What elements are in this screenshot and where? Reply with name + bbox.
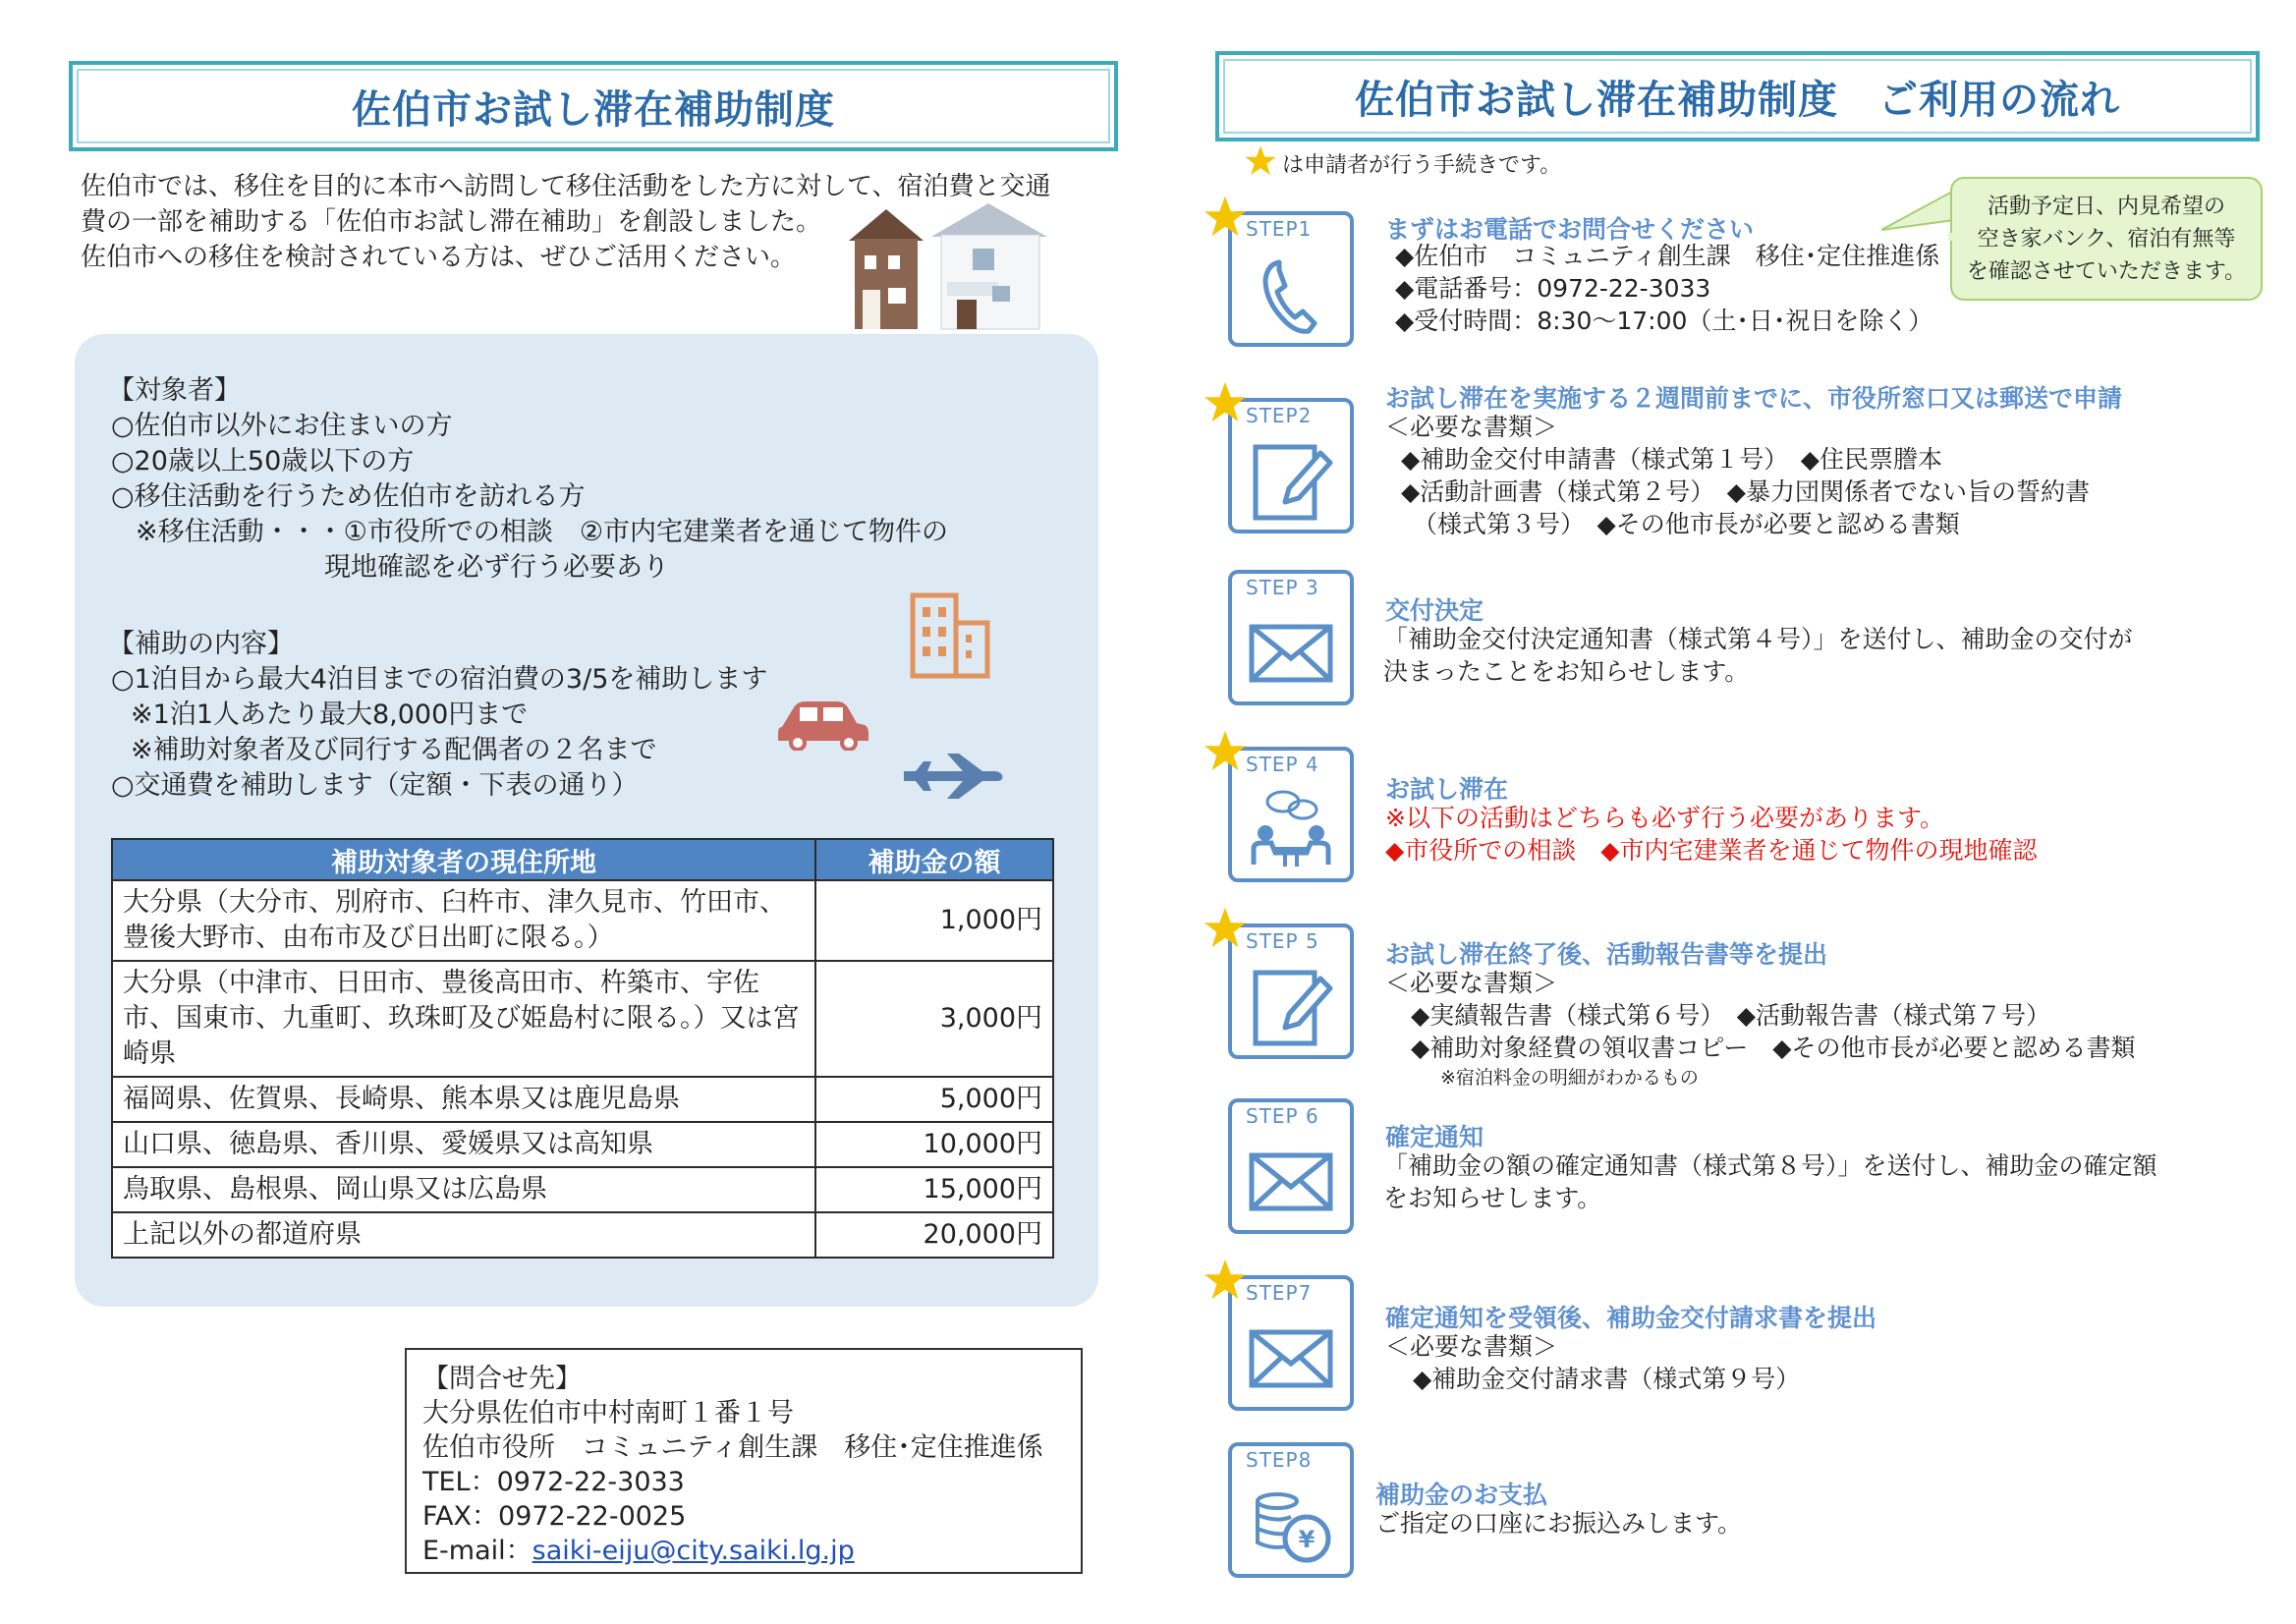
step-line: ◆活動計画書（様式第２号） ◆暴力団関係者でない旨の誓約書 [1401,477,2090,506]
content-heading: 【補助の内容】 [108,629,294,659]
phone-icon [1246,252,1336,337]
bubble-tail [1881,187,1956,236]
content-item: ○1泊目から最大4泊目までの宿泊費の3/5を補助します [111,664,768,695]
table-row [112,1212,1053,1258]
star-icon [1203,729,1248,774]
airplane-icon [902,752,1004,801]
step-8-text [1375,1507,1742,1540]
step-line: ※以下の活動はどちらも必ず行う必要があります。 [1385,804,1944,832]
amount-cell: 1,000円 [815,880,1053,961]
legend-text: は申請者が行う手続きです。 [1282,153,1562,178]
consultation-icon [1246,788,1336,872]
svg-text:¥: ¥ [1298,1526,1316,1553]
amount-cell: 5,000円 [815,1077,1053,1122]
step-label: STEP1 [1246,217,1313,241]
step-1-text [1395,240,1939,337]
step-3-box [1228,570,1354,705]
target-note: 現地確認を必ず行う必要あり [324,552,669,583]
star-icon [1244,144,1277,178]
area-cell: 鳥取県、島根県、岡山県又は広島県 [112,1167,815,1212]
document-pen-icon [1246,965,1336,1049]
email-link[interactable]: saiki-eiju@city.saiki.lg.jp [532,1536,855,1566]
step-2-title: お試し滞在を実施する２週間前までに、市役所窓口又は郵送で申請 [1385,384,2123,413]
step-line: ◆補助金交付請求書（様式第９号） [1413,1365,1801,1393]
step-3-text [1383,623,2133,688]
document-pen-icon [1246,439,1336,524]
step-line: ＜必要な書類＞ [1385,413,1558,441]
step-3-title: 交付決定 [1385,596,1484,625]
step-line: 決まったことをお知らせします。 [1383,657,1750,686]
step-line: ＜必要な書類＞ [1385,1332,1558,1361]
step-4-text [1385,802,2037,867]
step-4-title: お試し滞在 [1385,775,1509,804]
step-label: STEP8 [1246,1448,1313,1472]
star-icon [1203,380,1248,425]
content-item: ○交通費を補助します（定額・下表の通り） [111,770,639,801]
intro-line: 費の一部を補助する「佐伯市お試し滞在補助」を創設しました。 [81,207,822,237]
step-line: ◆市役所での相談 ◆市内宅建業者を通じて物件の現地確認 [1385,836,2038,865]
column-header-area: 補助対象者の現住所地 [112,839,815,880]
building-icon [909,589,993,680]
contact-heading: 【問合せ先】 [422,1364,582,1394]
step-line: ご指定の口座にお振込みします。 [1375,1509,1743,1538]
step-2-text [1385,411,2090,540]
bubble-line: 空き家バンク、宿泊有無等 [1977,227,2236,252]
step-line: ◆佐伯市 コミュニティ創生課 移住･定住推進係 [1395,242,1940,270]
envelope-icon [1246,1316,1336,1401]
area-cell: 上記以外の都道府県 [112,1212,815,1258]
star-icon [1203,906,1248,951]
step-line: ＜必要な書類＞ [1385,969,1558,997]
step-7-text [1385,1330,1800,1395]
step-line: ◆補助金交付申請書（様式第１号） ◆住民票謄本 [1401,445,1942,474]
target-item: ○20歳以上50歳以下の方 [111,446,415,476]
step-7-title: 確定通知を受領後、補助金交付請求書を提出 [1385,1304,1877,1332]
step-label: STEP 4 [1246,753,1319,776]
step-line: 「補助金交付決定通知書（様式第４号）」を送付し、補助金の交付が [1383,625,2133,653]
step-line: （様式第３号） ◆その他市長が必要と認める書類 [1413,510,1960,538]
target-item: ○佐伯市以外にお住まいの方 [111,411,453,441]
area-cell: 福岡県、佐賀県、長崎県、熊本県又は鹿児島県 [112,1077,815,1122]
amount-cell: 3,000円 [815,961,1053,1077]
step-line: ◆実績報告書（様式第６号） ◆活動報告書（様式第７号） [1411,1001,2050,1030]
email-label: E-mail： [422,1536,532,1566]
intro-line: 佐伯市への移住を検討されている方は、ぜひご活用ください。 [81,243,797,272]
area-cell: 山口県、徳島県、香川県、愛媛県又は高知県 [112,1122,815,1167]
step-label: STEP 3 [1246,576,1319,599]
step-6-title: 確定通知 [1385,1123,1484,1151]
amount-cell: 20,000円 [815,1212,1053,1258]
table-row [112,1167,1053,1212]
flow-title: 佐伯市お試し滞在補助制度 ご利用の流れ [1215,51,2260,141]
bubble-line: 活動予定日、内見希望の [1987,195,2225,219]
step-label: STEP 5 [1246,929,1319,953]
bubble-joint [1948,233,1956,241]
step-line: をお知らせします。 [1383,1184,1602,1212]
step-line: ◆補助対象経費の領収書コピー ◆その他市長が必要と認める書類 [1411,1034,2136,1062]
step-6-text [1383,1149,2157,1214]
star-icon [1203,1258,1248,1303]
bubble-line: を確認させていただきます。 [1966,259,2247,284]
table-row [112,961,1053,1077]
contact-address: 大分県佐伯市中村南町１番１号 [422,1398,794,1428]
contact-office: 佐伯市役所 コミュニティ創生課 移住･定住推進係 [422,1432,1043,1463]
step-6-box [1228,1098,1354,1234]
envelope-icon [1246,1140,1336,1224]
target-item: ○移住活動を行うため佐伯市を訪れる方 [111,481,586,512]
amount-cell: 15,000円 [815,1167,1053,1212]
area-cell: 大分県（大分市、別府市、臼杵市、津久見市、竹田市、豊後大野市、由布市及び日出町に限る。） [112,880,815,961]
step-8-title: 補助金のお支払 [1375,1481,1548,1509]
contact-fax: FAX：0972-22-0025 [422,1501,687,1532]
table-row [112,880,1053,961]
amount-cell: 10,000円 [815,1122,1053,1167]
step-label: STEP2 [1246,404,1313,427]
subsidy-table [111,838,1054,1259]
contact-box [405,1348,1083,1574]
note-bubble [1950,177,2263,301]
area-cell: 大分県（中津市、日田市、豊後高田市、杵築市、宇佐市、国東市、九重町、玖珠町及び姫島村に限る。）又は宮崎県 [112,961,815,1077]
step-8-box [1228,1442,1354,1578]
column-header-amount: 補助金の額 [815,839,1053,880]
step-label: STEP 6 [1246,1104,1319,1128]
envelope-icon [1246,611,1336,696]
content-note: ※1泊1人あたり最大8,000円まで [131,700,529,730]
step-1-title: まずはお電話でお問合せください [1385,215,1755,244]
step-line: ◆電話番号：0972-22-3033 [1395,274,1711,303]
table-row [112,1122,1053,1167]
car-icon [776,698,870,751]
step-5-text [1385,967,2135,1092]
step-line: 「補助金の額の確定通知書（様式第８号）」を送付し、補助金の確定額 [1383,1151,2157,1180]
step-note: ※宿泊料金の明細がわかるもの [1440,1067,1699,1089]
target-heading: 【対象者】 [108,375,241,406]
step-label: STEP7 [1246,1281,1313,1305]
step-line: ◆受付時間：8:30～17:00（土･日･祝日を除く） [1395,307,1933,335]
intro-line: 佐伯市では、移住を目的に本市へ訪問して移住活動をした方に対して、宿泊費と交通 [81,172,1051,201]
star-icon [1203,195,1248,240]
houses-illustration [845,201,1053,331]
page-title: 佐伯市お試し滞在補助制度 [69,61,1118,151]
step-5-title: お試し滞在終了後、活動報告書等を提出 [1385,940,1828,969]
contact-email-row [422,1534,1065,1568]
coins-yen-icon [1246,1484,1336,1568]
target-note: ※移住活動・・・①市役所での相談 ②市内宅建業者を通じて物件の [136,517,949,547]
table-row [112,1077,1053,1122]
contact-tel: TEL：0972-22-3033 [422,1467,685,1497]
content-note: ※補助対象者及び同行する配偶者の２名まで [131,735,657,765]
